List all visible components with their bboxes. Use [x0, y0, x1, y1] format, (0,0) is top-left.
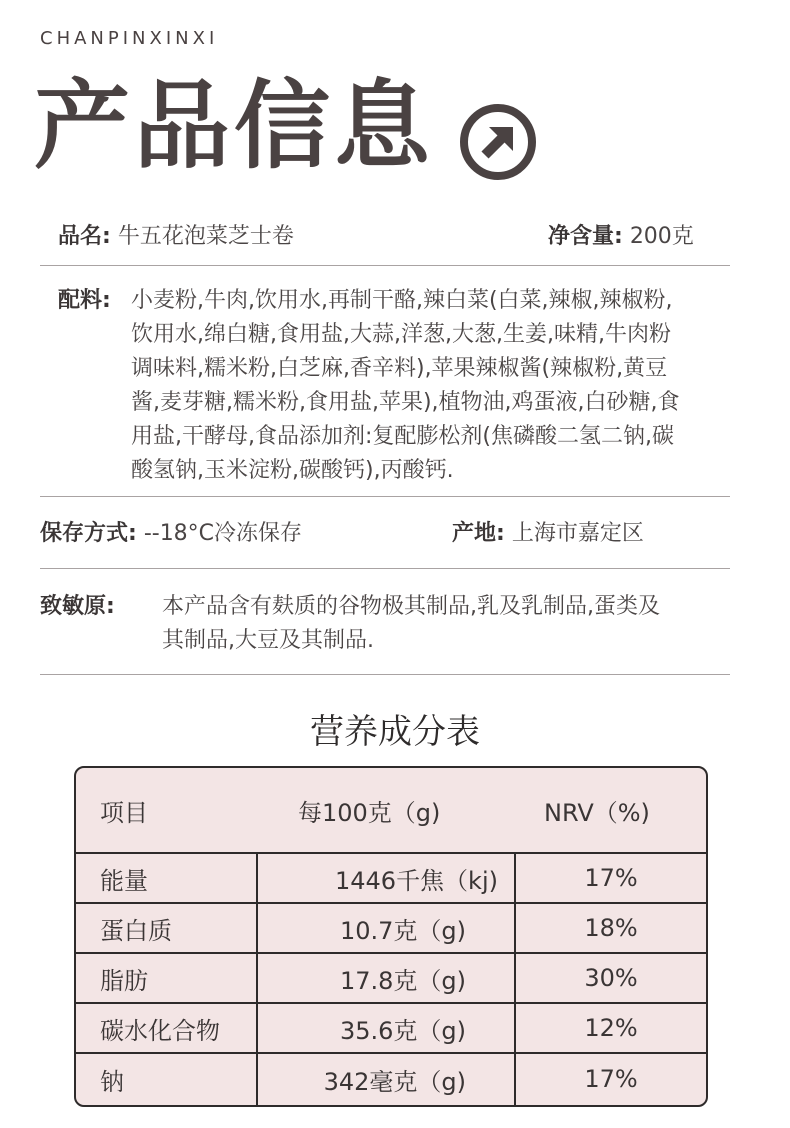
table-row — [76, 854, 706, 904]
ingredients-line: 调味料,糯米粉,白芝麻,香辛料),苹果辣椒酱(辣椒粉,黄豆 — [131, 356, 668, 381]
allergen-line: 其制品,大豆及其制品. — [162, 628, 374, 653]
column-divider — [514, 854, 516, 1105]
origin-label: 产地: — [452, 521, 505, 546]
divider — [40, 568, 730, 569]
table-header — [76, 768, 706, 854]
nutrient-name: 钠 — [100, 1067, 124, 1096]
divider — [40, 674, 730, 675]
origin-value: 上海市嘉定区 — [511, 521, 644, 546]
table-row — [76, 1004, 706, 1054]
arrow-up-right-circle-icon — [458, 102, 538, 182]
ingredients-line: 酸氢钠,玉米淀粉,碳酸钙),丙酸钙. — [131, 458, 454, 483]
net-weight-label: 净含量: — [548, 224, 623, 249]
nutrient-amount: 35.6克（g) — [339, 1016, 466, 1045]
product-name-row — [58, 220, 294, 254]
ingredients-line: 饮用水,绵白糖,食用盐,大蒜,洋葱,大葱,生姜,味精,牛肉粉 — [131, 322, 671, 347]
header-nrv: NRV（%) — [544, 798, 650, 827]
divider — [40, 265, 730, 266]
nutrient-name: 脂肪 — [100, 966, 148, 995]
allergen-label: 致敏原: — [40, 594, 115, 619]
product-name-label: 品名: — [58, 224, 111, 249]
storage-label: 保存方式: — [40, 521, 137, 546]
storage-row — [40, 517, 302, 551]
net-weight-value: 200克 — [629, 224, 694, 249]
divider — [40, 496, 730, 497]
table-row — [76, 954, 706, 1004]
column-divider — [256, 854, 258, 1105]
storage-value: --18°C冷冻保存 — [143, 521, 303, 546]
page-title: 产品信息 — [34, 70, 434, 182]
nutrition-table — [74, 766, 708, 1107]
nutrition-title: 营养成分表 — [310, 712, 480, 752]
allergen-line: 本产品含有麸质的谷物极其制品,乳及乳制品,蛋类及 — [162, 594, 660, 619]
allergen-text — [162, 590, 660, 658]
header-item: 项目 — [100, 798, 148, 827]
kicker-text: CHANPINXINXI — [40, 28, 219, 49]
nutrient-nrv: 12% — [584, 1014, 638, 1042]
header-per100g: 每100克（g) — [298, 798, 441, 827]
ingredients-line: 用盐,干酵母,食品添加剂:复配膨松剂(焦磷酸二氢二钠,碳 — [131, 424, 674, 449]
nutrient-amount: 1446千焦（kj) — [334, 866, 498, 895]
product-name-value: 牛五花泡菜芝士卷 — [117, 224, 294, 249]
nutrient-nrv: 17% — [584, 1065, 638, 1093]
nutrient-name: 蛋白质 — [100, 916, 172, 945]
nutrient-name: 能量 — [100, 866, 148, 895]
ingredients-text — [131, 284, 680, 488]
ingredients-label: 配料: — [58, 288, 111, 313]
nutrient-amount: 10.7克（g) — [339, 916, 466, 945]
table-row — [76, 904, 706, 954]
nutrient-nrv: 30% — [584, 964, 638, 992]
nutrient-nrv: 17% — [584, 864, 638, 892]
origin-row — [452, 517, 644, 551]
net-weight-row — [548, 220, 694, 254]
table-row — [76, 1054, 706, 1104]
ingredients-line: 酱,麦芽糖,糯米粉,食用盐,苹果),植物油,鸡蛋液,白砂糖,食 — [131, 390, 680, 415]
nutrient-amount: 17.8克（g) — [339, 966, 466, 995]
nutrient-nrv: 18% — [584, 914, 638, 942]
ingredients-line: 小麦粉,牛肉,饮用水,再制干酪,辣白菜(白菜,辣椒,辣椒粉, — [131, 288, 673, 313]
nutrient-name: 碳水化合物 — [100, 1016, 220, 1045]
nutrient-amount: 342毫克（g) — [323, 1067, 466, 1096]
